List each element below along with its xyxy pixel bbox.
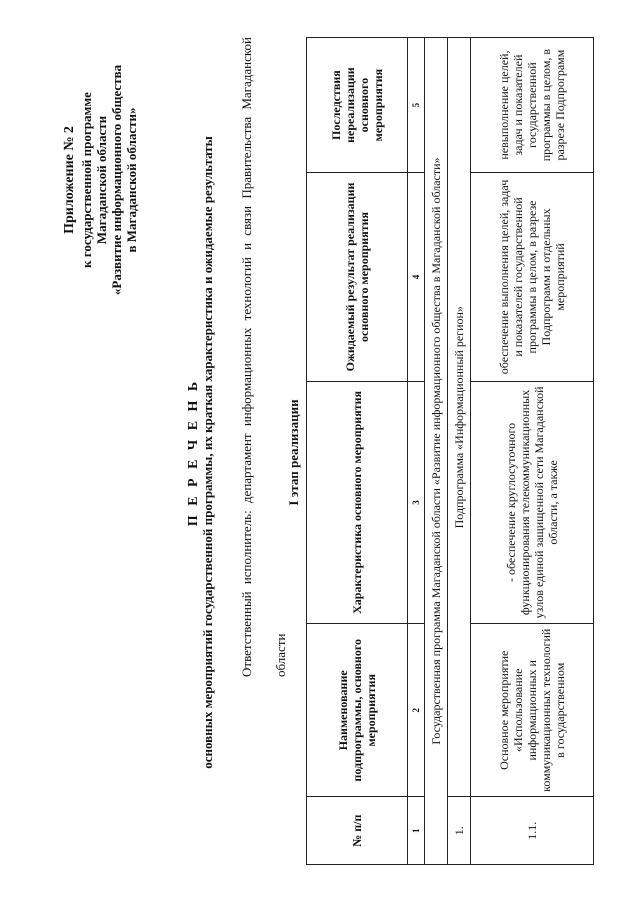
subprogram-title: Подпрограмма «Информационный регион» — [448, 38, 471, 797]
appendix-block — [62, 15, 139, 345]
header-name: Наименование подпрограммы, основного мероприятия — [307, 624, 408, 797]
measure-name: Основное мероприятие «Использование информационных и коммуникационных технологий в государственном — [471, 624, 594, 797]
program-title: Государственная программа Магаданской области «Развитие информационного общества в Магаданской области» — [425, 38, 448, 865]
responsible-executor: Ответственный исполнитель: департамент информационных технологий и связи Правительства Магаданской области — [239, 37, 288, 677]
appendix-line: «Развитие информационного общества — [109, 64, 124, 296]
header-consequence: Последствия нереализации основного мероприятия — [307, 38, 408, 173]
header-result: Ожидаемый результат реализации основного мероприятия — [307, 173, 408, 382]
measure-result: обеспечение выполнения целей, задач и показателей государственной программы в целом, в разрезе Подпрограмм и отдельных мероприятий — [471, 173, 594, 382]
measures-table — [306, 37, 594, 865]
column-number: 2 — [408, 624, 425, 797]
appendix-line: в Магаданской области» — [124, 107, 139, 253]
subprogram-num: 1. — [448, 797, 471, 865]
table-row — [471, 38, 594, 865]
column-number: 4 — [408, 173, 425, 382]
column-number: 3 — [408, 381, 425, 623]
program-row — [425, 38, 448, 865]
measure-consequence: невыполнение целей, задач и показателей государственной программы в целом, в разрезе Подпрограмм — [471, 38, 594, 173]
header-num: № п/п — [307, 797, 408, 865]
appendix-line: Магаданской области — [94, 115, 109, 245]
measure-characteristic: - обеспечение круглосуточного функционирования телекоммуникационных узлов единой защищенной сети Магаданской области, а также — [471, 381, 594, 623]
appendix-title: Приложение № 2 — [62, 126, 77, 234]
document-subtitle: основных мероприятий государственной программы, их краткая характеристика и ожидаемые результаты — [200, 136, 215, 769]
header-characteristic: Характеристика основного мероприятия — [307, 381, 408, 623]
column-number: 1 — [408, 797, 425, 865]
appendix-line: к государственной программе — [79, 92, 94, 268]
column-number-row — [408, 38, 425, 865]
stage-title: I этап реализации — [286, 399, 301, 506]
table-header-row — [307, 38, 408, 865]
column-number: 5 — [408, 38, 425, 173]
measure-num: 1.1. — [471, 797, 594, 865]
document-title: П Е Р Е Ч Е Н Ь — [186, 378, 201, 527]
subprogram-row — [448, 38, 471, 865]
